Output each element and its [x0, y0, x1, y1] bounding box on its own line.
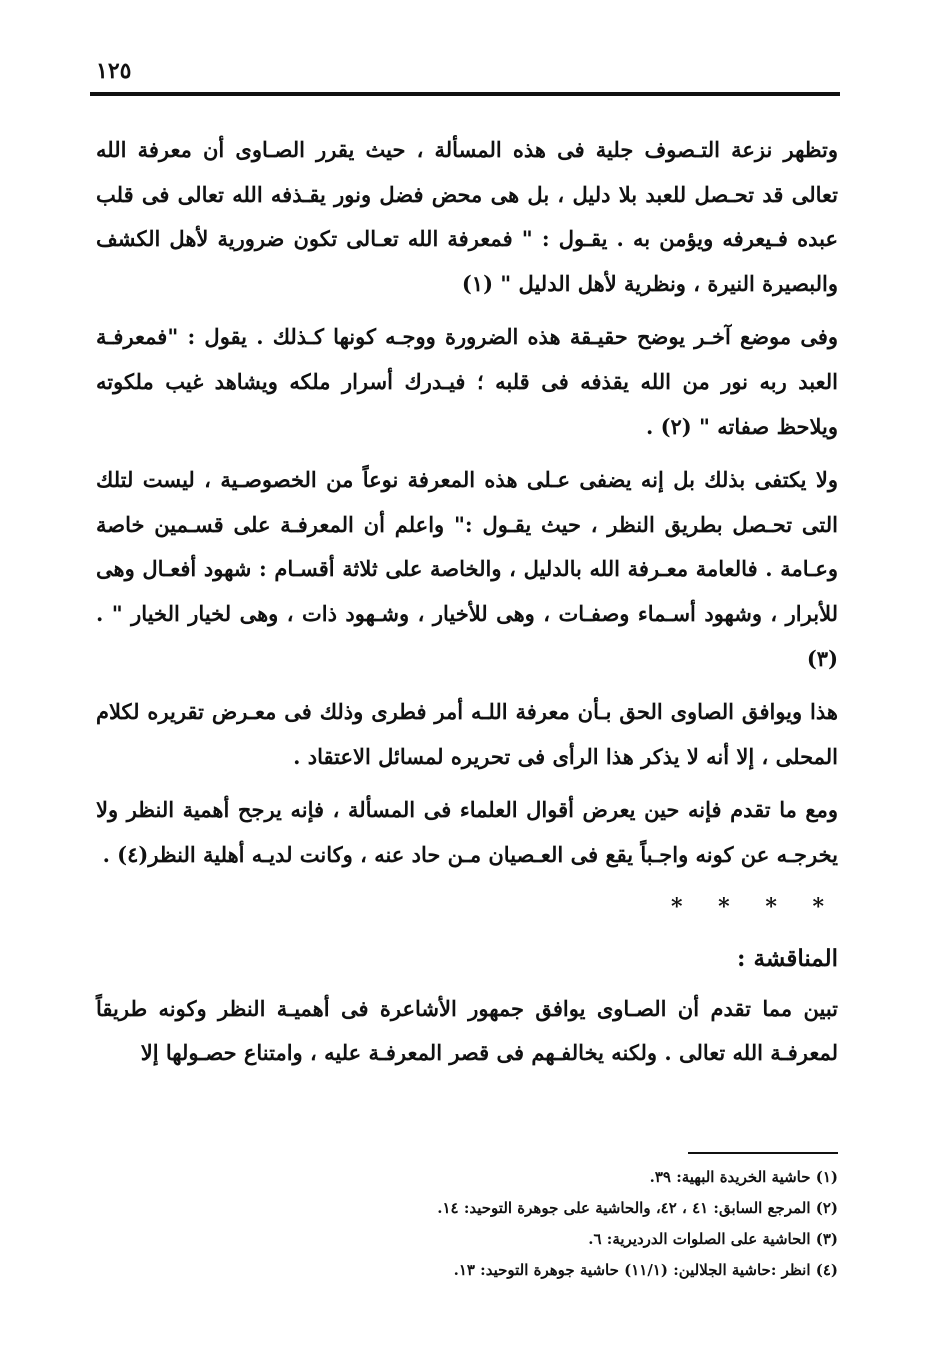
footnote-3: (٣) الحاشية على الصلوات الدرديرية: ٦.: [588, 1230, 838, 1248]
body-text: [96, 128, 838, 1085]
section-heading: المناقشة :: [737, 944, 838, 972]
paragraph-discussion: تبين مما تقدم أن الصـاوى يوافق جمهور الأشاعرة فى أهميـة النظر وكونه طريقاً لمعرفـة الله تعالى . ولكنه يخالفـهم فى قصر المعرفـة عليه ، وامتناع حصـولها إلا: [96, 995, 838, 1066]
paragraph-reasoning: ومع ما تقدم فإنه حين يعرض أقوال العلماء فى المسألة ، فإنه يرجح أهمية النظر ولا يخرجـه عن كونه واجـباً يقع فى العـصيان مـن حاد عنه ، وكانت لديـه أهلية النظر(٤) .: [96, 797, 838, 867]
footnote-rule: [688, 1152, 838, 1154]
paragraph-sufism: وتظهر نزعة التـصوف جلية فى هذه المسألة ، حيث يقرر الصـاوى أن معرفة الله تعالى قد تحـصل للعبد بلا دليل ، بل هى محض فضل ونور يقـذفه الله تعالى فى قلب عبده فـيعرفه ويؤمن به . يقـول : " فمعرفة الله تعـالى تكون ضرورية لأهل الكشف والبصيرة النيرة ، ونظرية لأهل الدليل " (١): [96, 137, 838, 296]
paragraph-necessity: وفى موضع آخـر يوضح حقيـقة هذه الضرورة ووجـه كونها كـذلك . يقول : "فمعرفـة العبد ربه نور من الله يقذفه فى قلبه ؛ فيـدرك أسرار ملكه ويشاهد غيب ملكوته ويلاحظ صفاته " (٢) .: [96, 324, 838, 439]
paragraph-innate: هذا ويوافق الصاوى الحق بـأن معرفة اللـه أمر فطرى وذلك فى معـرض تقريره لكلام المحلى ، إلا أنه لا يذكر هذا الرأى فى تحريره لمسائل الاعتقاد .: [96, 699, 838, 769]
header-rule: [90, 92, 840, 96]
footnotes: [96, 1162, 838, 1286]
footnote-4: (٤) انظر :حاشية الجلالين: (١١/١) حاشية جوهرة التوحيد: ١٣.: [453, 1261, 838, 1279]
footnote-1: (١) حاشية الخريدة البهية: ٣٩.: [649, 1168, 838, 1186]
footnote-2: (٢) المرجع السابق: ٤١ ، ٤٢، والحاشية على جوهرة التوحيد: ١٤.: [437, 1199, 838, 1217]
page-number: ١٢٥: [96, 58, 132, 84]
paragraph-specialty: ولا يكتفى بذلك بل إنه يضفى عـلى هذه المعرفة نوعاً من الخصوصـية ، ليست لتلك التى تحـصل بطريق النظر ، حيث يقـول :" واعلم أن المعرفـة على قسـمين خاصة وعـامة . فالعامة معـرفة الله بالدليل ، والخاصة على ثلاثة أقسـام : شهود أفعـال وهى للأبرار ، وشهود أسـماء وصفـات ، وهى للأخيار ، وشـهود ذات ، وهى لخيار الخيار " . (٣): [96, 467, 838, 671]
section-separator: * * * *: [671, 893, 838, 920]
